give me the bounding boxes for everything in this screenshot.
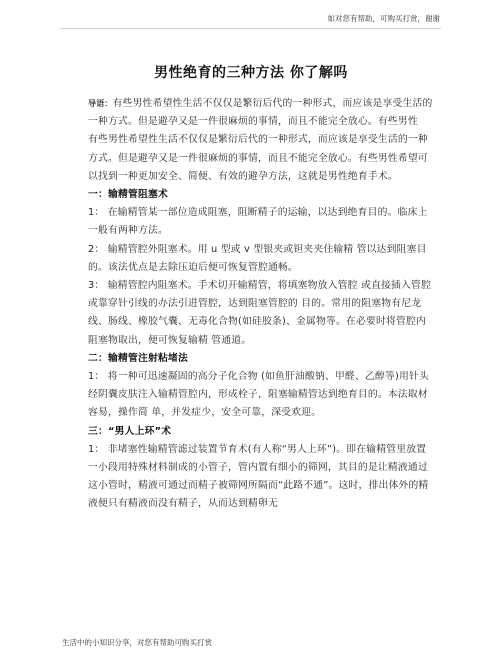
header-note: 如对您有帮助，可购买打赏，谢谢 xyxy=(327,14,440,23)
document-body xyxy=(88,95,434,514)
section-2-paragraph-1: 1： 将一种可迅速凝固的高分子化合物 (如鱼肝油酸钠、甲醛、乙醇等)用针头经阴囊皮肤注入输精管腔内，形成栓子，阻塞输精管达到绝育目的。本法取材容易，操作简 单，并发症少，安全可靠，深受欢迎。 xyxy=(88,371,430,419)
section-heading-3: 三：“男人上环”术 xyxy=(88,425,172,437)
footer-note: 生活中的小知识分享，对您有帮助可购买打赏 xyxy=(62,638,212,647)
section-3-paragraph-1: 1： 非堵塞性输精管滤过装置节育术(有人称“男人上环”)。即在输精管里放置一小段用特殊材料制成的小管子，管内置有细小的筛网，其目的是让精液通过这小管时，精液可通过而精子被筛网所隔而“此路不通”。这时，排出体外的精液便只有精液而没有精子，从而达到精卵无 xyxy=(88,443,429,510)
lead-text: 有些男性希望性生活不仅仅是繁衍后代的一种形式，而应该是享受生活的一种方式。但是避孕又是一件很麻烦的事情，而且不能完全放心。有些男性 xyxy=(88,98,433,128)
section-1-paragraph-2: 2： 输精管腔外阻塞术。用 u 型或 v 型银夹或钽夹夹住输精 管以达到阻塞目的。该法优点是去除压迫后便可恢复管腔通畅。 xyxy=(88,243,427,273)
section-heading-1: 一：输精管阻塞术 xyxy=(88,189,168,201)
section-1-paragraph-3: 3： 输精管腔内阻塞术。手术切开输精管，将填塞物放入管腔 或直接插入管腔或靠穿针引线的办法引进管腔，达到阻塞管腔的 目的。常用的阻塞物有尼龙线、肠线、橡胶气囊、无毒化合物(如硅胶条)、金属物等。在必要时将管腔内阻塞物取出，便可恢复输精 管通道。 xyxy=(88,280,431,346)
lead-paragraph xyxy=(88,95,434,131)
section-1-paragraph-1: 1： 在输精管某一部位造成阻塞，阻断精子的运输，以达到绝育目的。临床上一般有两种方法。 xyxy=(88,207,428,237)
section-heading-2: 二：输精管注射粘堵法 xyxy=(88,352,188,364)
header-divider xyxy=(60,28,441,29)
intro-paragraph: 有些男性希望性生活不仅仅是繁衍后代的一种形式，而应该是享受生活的一种方式。但是避孕又是一件很麻烦的事情，而且不能完全放心。有些男性希望可以找到一种更加安全、简便、有效的避孕方法，这就是男性绝育手术。 xyxy=(88,134,428,182)
document-title: 男性绝育的三种方法 你了解吗 xyxy=(154,65,348,81)
lead-label: 导语： xyxy=(88,99,113,108)
